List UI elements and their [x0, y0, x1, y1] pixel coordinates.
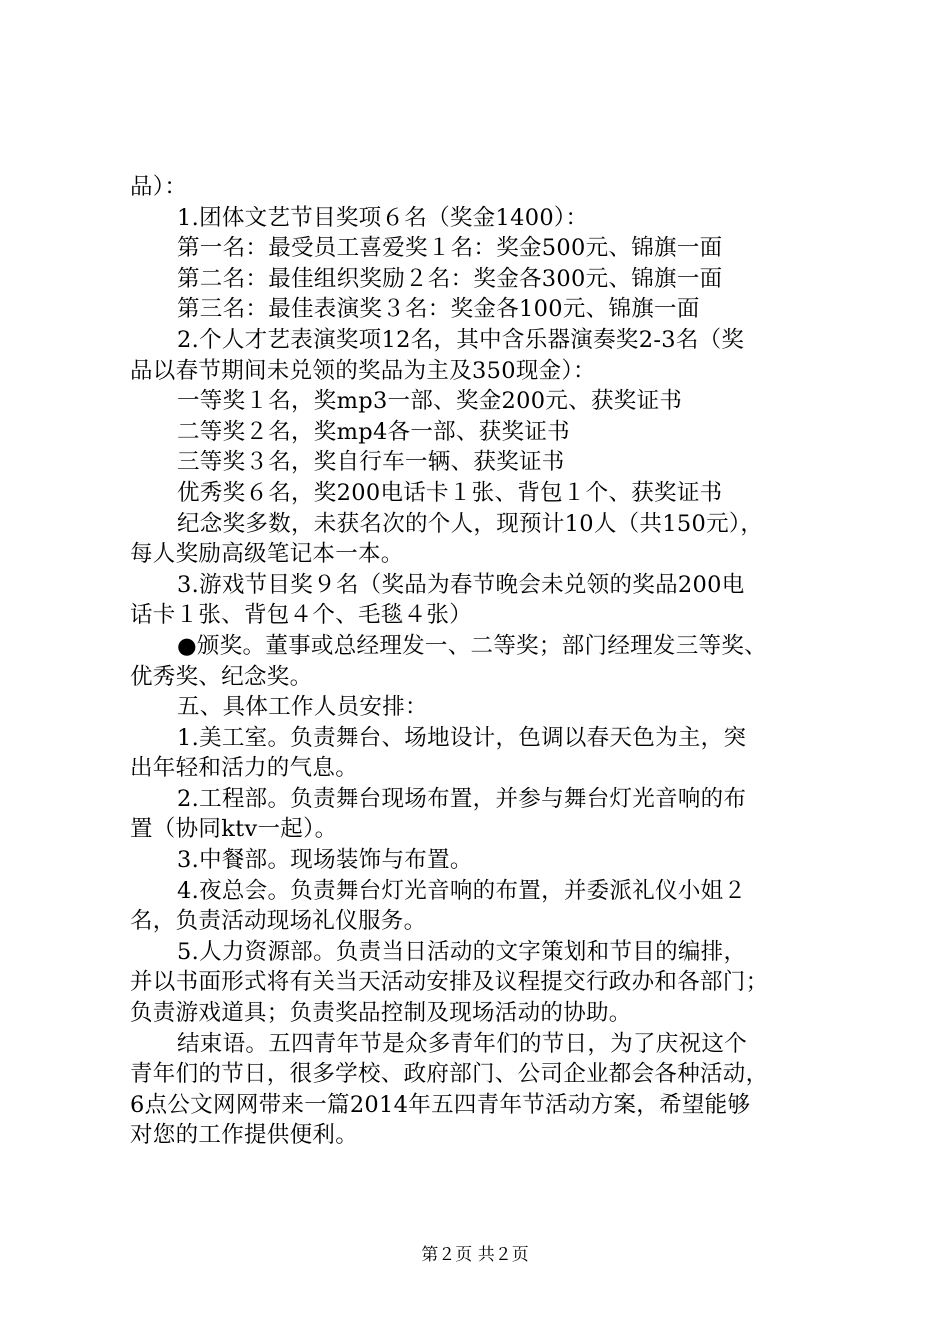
- text-line: 第三名：最佳表演奖３名：奖金各100元、锦旗一面: [177, 296, 700, 323]
- text-line: 每人奖励高级笔记本一本。: [130, 541, 404, 568]
- text-line: ●颁奖。董事或总经理发一、二等奖；部门经理发三等奖、: [177, 632, 767, 659]
- text-line: 二等奖２名，奖mp4各一部、获奖证书: [177, 418, 570, 445]
- document-body: [130, 172, 830, 1151]
- text-line: 话卡１张、背包４个、毛毯４张）: [130, 602, 473, 629]
- text-line: 青年们的节日，很多学校、政府部门、公司企业都会各种活动，: [130, 1061, 769, 1088]
- text-line: 优秀奖６名，奖200电话卡１张、背包１个、获奖证书: [177, 479, 723, 506]
- text-line: 5.人力资源部。负责当日活动的文字策划和节目的编排，: [177, 938, 747, 965]
- page-footer: [0, 1240, 950, 1265]
- text-line: 第二名：最佳组织奖励２名：奖金各300元、锦旗一面: [177, 265, 723, 292]
- text-line: 2.个人才艺表演奖项12名，其中含乐器演奏奖2-3名（奖: [177, 326, 745, 353]
- text-line: 纪念奖多数，未获名次的个人，现预计10人（共150元），: [177, 510, 764, 537]
- text-line: 结束语。五四青年节是众多青年们的节日，为了庆祝这个: [177, 1030, 748, 1057]
- text-line: 负责游戏道具；负责奖品控制及现场活动的协助。: [130, 1000, 632, 1027]
- text-line: 出年轻和活力的气息。: [130, 755, 359, 782]
- text-line: 1.美工室。负责舞台、场地设计，色调以春天色为主，突: [177, 724, 747, 751]
- text-line: 品）：: [130, 174, 188, 200]
- text-line: 并以书面形式将有关当天活动安排及议程提交行政办和各部门；: [130, 969, 769, 996]
- page-number: 第２页 共２页: [421, 1245, 529, 1265]
- section-heading: 五、具体工作人员安排：: [177, 694, 428, 721]
- text-line: 一等奖１名，奖mp3一部、奖金200元、获奖证书: [177, 388, 683, 415]
- text-line: 3.游戏节目奖９名（奖品为春节晚会未兑领的奖品200电: [177, 571, 745, 598]
- text-line: 4.夜总会。负责舞台灯光音响的布置，并委派礼仪小姐２: [177, 877, 747, 904]
- text-line: 品以春节期间未兑领的奖品为主及350现金）：: [130, 357, 596, 384]
- text-line: 置（协同ktv一起）。: [130, 816, 338, 843]
- text-line: 第一名：最受员工喜爱奖１名：奖金500元、锦旗一面: [177, 235, 723, 262]
- text-line: 6点公文网网带来一篇2014年五四青年节活动方案，希望能够: [130, 1091, 751, 1118]
- text-line: 三等奖３名，奖自行车一辆、获奖证书: [177, 449, 565, 476]
- text-line: 1.团体文艺节目奖项６名（奖金1400）：: [177, 204, 589, 231]
- text-line: 名，负责活动现场礼仪服务。: [130, 908, 427, 935]
- text-line: 对您的工作提供便利。: [130, 1122, 359, 1149]
- text-line: 3.中餐部。现场装饰与布置。: [177, 847, 473, 874]
- text-line: 2.工程部。负责舞台现场布置，并参与舞台灯光音响的布: [177, 785, 747, 812]
- text-line: 优秀奖、纪念奖。: [130, 663, 313, 690]
